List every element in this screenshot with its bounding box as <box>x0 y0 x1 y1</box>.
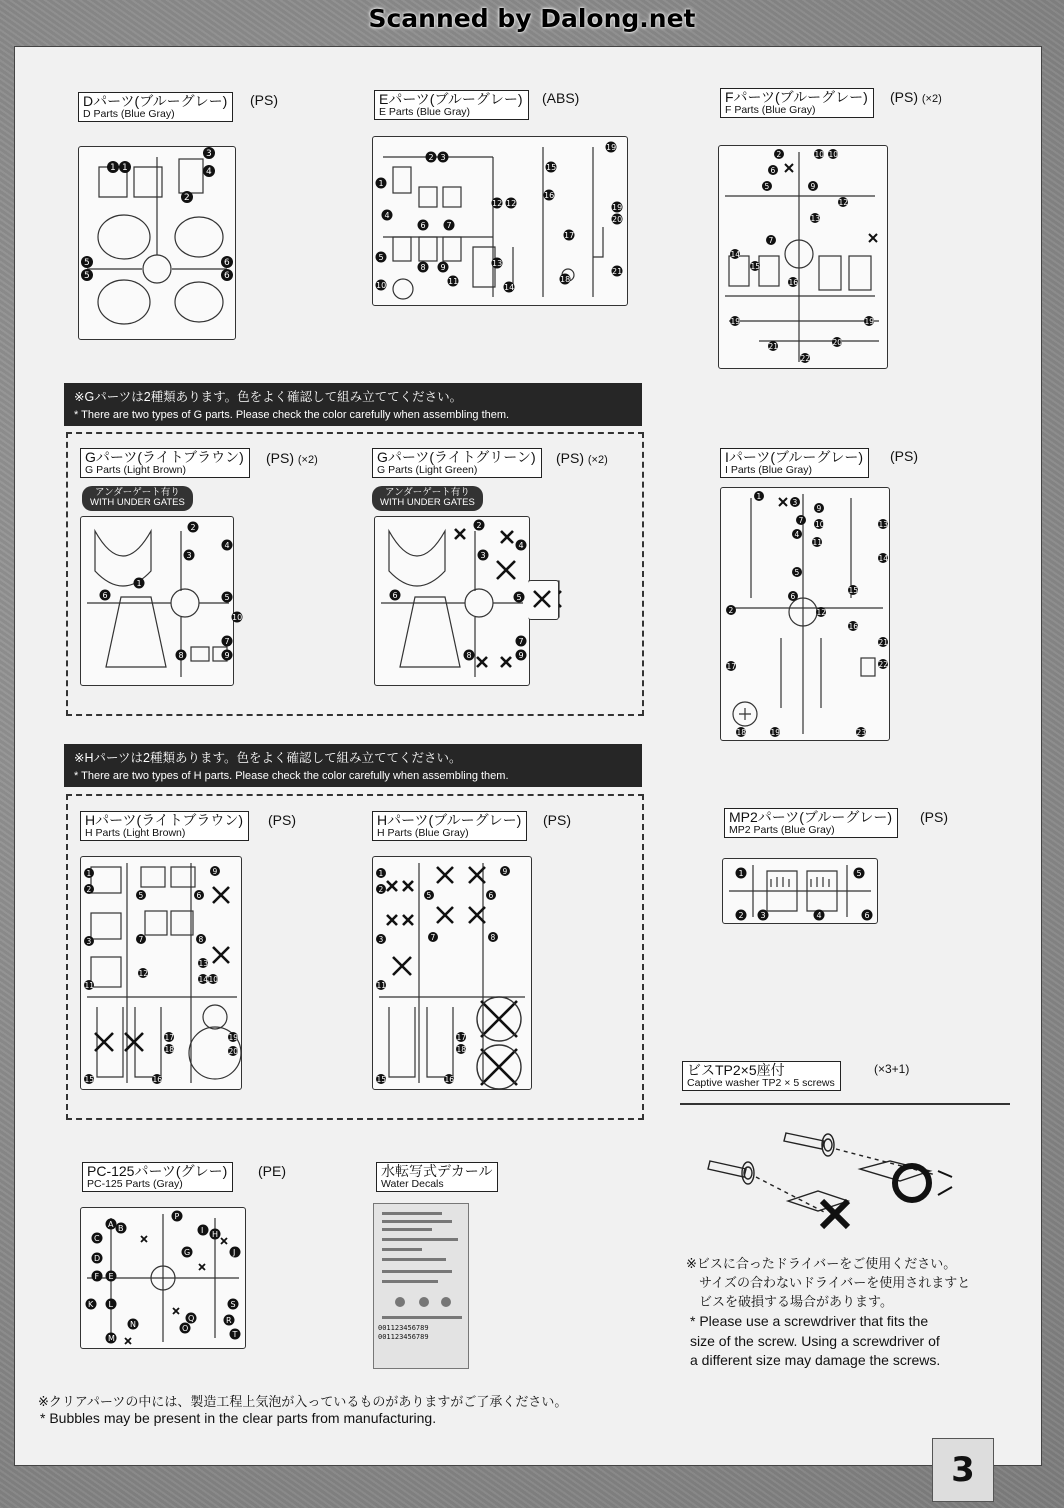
e-parts-label <box>374 90 529 120</box>
svg-text:15: 15 <box>750 262 761 271</box>
svg-text:7: 7 <box>518 637 524 646</box>
svg-text:10: 10 <box>232 613 243 622</box>
svg-text:7: 7 <box>446 221 452 230</box>
svg-text:16: 16 <box>848 622 859 631</box>
svg-text:6: 6 <box>392 591 398 600</box>
svg-text:12: 12 <box>506 199 517 208</box>
f-parts-label <box>720 88 874 118</box>
g1-parts-qty: (×2) <box>297 454 318 466</box>
e-parts-sprue-drawing <box>373 137 627 305</box>
svg-text:13: 13 <box>878 520 889 529</box>
svg-text:17: 17 <box>726 662 737 671</box>
svg-text:16: 16 <box>788 278 799 287</box>
svg-text:10: 10 <box>376 281 387 290</box>
svg-text:C: C <box>94 1234 100 1243</box>
g2-under-gate-en: WITH UNDER GATES <box>380 497 475 509</box>
svg-text:5: 5 <box>138 891 144 900</box>
mp2-parts-en: MP2 Parts (Blue Gray) <box>729 824 835 836</box>
d-parts-sprue-drawing <box>79 147 235 339</box>
svg-text:12: 12 <box>492 199 503 208</box>
clear-parts-note-en: * Bubbles may be present in the clear parts from manufacturing. <box>40 1410 437 1426</box>
svg-text:14: 14 <box>198 975 209 984</box>
h2-parts-en: H Parts (Blue Gray) <box>377 827 469 839</box>
svg-text:17: 17 <box>164 1033 175 1042</box>
svg-text:18: 18 <box>736 728 747 737</box>
h2-parts-label <box>372 811 527 841</box>
svg-text:12: 12 <box>138 969 149 978</box>
g2-parts-material-text: (PS) <box>556 450 584 466</box>
pc125-parts-jp: PC-125パーツ(グレー) <box>87 1163 228 1179</box>
svg-text:7: 7 <box>798 516 804 525</box>
svg-text:J: J <box>233 1248 236 1257</box>
svg-text:11: 11 <box>812 538 823 547</box>
svg-text:19: 19 <box>606 143 617 152</box>
svg-text:2: 2 <box>428 153 434 162</box>
svg-text:11: 11 <box>376 981 387 990</box>
screw-qty: (×3+1) <box>874 1062 910 1076</box>
svg-text:M: M <box>108 1334 115 1343</box>
svg-text:S: S <box>230 1300 236 1309</box>
svg-text:19: 19 <box>864 317 875 326</box>
svg-text:1: 1 <box>136 579 142 588</box>
svg-text:9: 9 <box>440 263 446 272</box>
mp2-parts-sprue-drawing <box>723 859 877 923</box>
svg-text:7: 7 <box>138 935 144 944</box>
svg-text:5: 5 <box>224 593 230 602</box>
svg-text:2: 2 <box>728 606 734 615</box>
screw-guide-drawing <box>680 1105 1010 1245</box>
h1-parts-sprue <box>80 856 242 1090</box>
screw-en: Captive washer TP2 × 5 screws <box>687 1077 835 1089</box>
svg-text:15: 15 <box>848 586 859 595</box>
i-parts-jp: Iパーツ(ブルーグレー) <box>725 449 864 465</box>
svg-text:21: 21 <box>612 267 623 276</box>
svg-text:9: 9 <box>816 504 822 513</box>
svg-text:6: 6 <box>864 911 870 920</box>
svg-text:1: 1 <box>86 869 92 878</box>
h2-parts-sprue <box>372 856 532 1090</box>
screw-note-en: * Please use a screwdriver that fits the size of the screw. Using a screwdriver of a different size may damage the screws. <box>690 1313 941 1369</box>
svg-text:4: 4 <box>384 211 390 220</box>
svg-text:2: 2 <box>86 885 92 894</box>
svg-text:17: 17 <box>456 1033 467 1042</box>
svg-text:3: 3 <box>206 149 212 159</box>
svg-text:N: N <box>130 1320 136 1329</box>
mp2-parts-sprue <box>722 858 878 924</box>
g2-parts-en: G Parts (Light Green) <box>377 464 478 476</box>
svg-text:9: 9 <box>518 651 524 660</box>
i-parts-en: I Parts (Blue Gray) <box>725 464 812 476</box>
pc125-parts-sprue-drawing <box>81 1208 245 1348</box>
f-parts-jp: Fパーツ(ブルーグレー) <box>725 89 868 105</box>
svg-text:6: 6 <box>102 591 108 600</box>
svg-text:7: 7 <box>224 637 230 646</box>
svg-text:B: B <box>118 1224 124 1233</box>
svg-text:20: 20 <box>612 215 623 224</box>
pc125-parts-material: (PE) <box>258 1163 286 1179</box>
decal-serial-2: 001123456789 <box>378 1333 429 1342</box>
svg-text:18: 18 <box>456 1045 467 1054</box>
g-parts-notice <box>64 383 642 426</box>
g2-parts-label <box>372 448 542 478</box>
f-parts-material <box>890 89 942 105</box>
svg-text:T: T <box>232 1330 238 1339</box>
g1-under-gate-en: WITH UNDER GATES <box>90 497 185 509</box>
svg-text:10: 10 <box>208 975 219 984</box>
mp2-parts-jp: MP2パーツ(ブルーグレー) <box>729 809 892 825</box>
svg-text:7: 7 <box>430 933 436 942</box>
svg-text:15: 15 <box>84 1075 95 1084</box>
svg-text:22: 22 <box>878 660 889 669</box>
svg-text:3: 3 <box>86 937 92 946</box>
svg-text:5: 5 <box>764 182 770 191</box>
svg-text:2: 2 <box>776 150 782 159</box>
i-parts-material: (PS) <box>890 448 918 464</box>
svg-text:1: 1 <box>738 869 744 878</box>
screw-guide <box>680 1103 1010 1372</box>
i-parts-label <box>720 448 869 478</box>
g1-parts-label <box>80 448 250 478</box>
decal-serials <box>378 1324 429 1342</box>
g1-under-gate-badge <box>82 486 193 511</box>
svg-text:16: 16 <box>152 1075 163 1084</box>
svg-text:21: 21 <box>878 638 889 647</box>
svg-text:13: 13 <box>198 959 209 968</box>
svg-text:13: 13 <box>492 259 503 268</box>
g-notice-jp: ※Gパーツは2種類あります。色をよく確認して組み立ててください。 <box>74 390 463 404</box>
svg-text:20: 20 <box>228 1047 239 1056</box>
g2-parts-sprue-tab <box>528 580 559 620</box>
svg-text:3: 3 <box>186 551 192 560</box>
e-parts-en: E Parts (Blue Gray) <box>379 106 471 118</box>
svg-text:2: 2 <box>184 193 190 203</box>
svg-text:14: 14 <box>504 283 515 292</box>
svg-text:2: 2 <box>378 885 384 894</box>
svg-text:5: 5 <box>516 593 522 602</box>
svg-text:15: 15 <box>546 163 557 172</box>
svg-text:A: A <box>108 1220 114 1229</box>
svg-text:13: 13 <box>810 214 821 223</box>
svg-text:4: 4 <box>794 530 800 539</box>
svg-text:H: H <box>212 1230 219 1239</box>
svg-text:2: 2 <box>738 911 744 920</box>
svg-text:12: 12 <box>816 608 827 617</box>
g1-parts-en: G Parts (Light Brown) <box>85 464 186 476</box>
svg-text:O: O <box>182 1324 189 1333</box>
d-parts-en: D Parts (Blue Gray) <box>83 108 175 120</box>
svg-text:9: 9 <box>212 867 218 876</box>
g1-under-gate-jp: アンダーゲート有り <box>95 487 180 498</box>
svg-text:5: 5 <box>794 568 800 577</box>
g1-parts-material-text: (PS) <box>266 450 294 466</box>
svg-text:1: 1 <box>378 179 384 188</box>
f-parts-qty: (×2) <box>921 93 942 105</box>
pc125-parts-en: PC-125 Parts (Gray) <box>87 1178 183 1190</box>
svg-text:18: 18 <box>560 275 571 284</box>
svg-text:6: 6 <box>196 891 202 900</box>
svg-text:8: 8 <box>466 651 472 660</box>
h-parts-notice <box>64 744 642 787</box>
svg-text:6: 6 <box>224 258 230 268</box>
svg-text:10: 10 <box>828 150 839 159</box>
f-parts-sprue <box>718 145 888 369</box>
svg-text:16: 16 <box>444 1075 455 1084</box>
svg-text:6: 6 <box>224 271 230 281</box>
svg-text:14: 14 <box>730 250 741 259</box>
svg-text:G: G <box>184 1248 191 1257</box>
g2-parts-jp: Gパーツ(ライトグリーン) <box>377 449 536 465</box>
g2-parts-sprue-tab-drawing <box>528 581 558 619</box>
svg-text:5: 5 <box>84 258 90 268</box>
d-parts-material: (PS) <box>250 92 278 108</box>
svg-text:7: 7 <box>768 236 774 245</box>
g2-parts-sprue-drawing <box>375 517 529 685</box>
svg-text:19: 19 <box>612 203 623 212</box>
svg-text:1: 1 <box>110 163 116 173</box>
screw-note-jp: ※ビスに合ったドライバーをご使用ください。 サイズの合わないドライバーを使用されますと ビスを破損する場合があります。 <box>686 1256 971 1309</box>
h2-parts-material: (PS) <box>543 812 571 828</box>
e-parts-material: (ABS) <box>542 90 580 106</box>
g1-parts-sprue-drawing <box>81 517 243 685</box>
water-decal-sheet <box>373 1203 469 1369</box>
svg-text:E: E <box>108 1272 114 1281</box>
g1-parts-sprue <box>80 516 243 686</box>
svg-text:6: 6 <box>770 166 776 175</box>
f-parts-en: F Parts (Blue Gray) <box>725 104 816 116</box>
h-notice-jp: ※Hパーツは2種類あります。色をよく確認して組み立ててください。 <box>74 751 462 765</box>
f-parts-sprue-drawing <box>719 146 887 368</box>
i-parts-sprue <box>720 487 890 741</box>
svg-text:19: 19 <box>730 317 741 326</box>
svg-text:21: 21 <box>768 342 779 351</box>
g-notice-en: * There are two types of G parts. Please check the color carefully when assembling them. <box>74 409 510 421</box>
h1-parts-en: H Parts (Light Brown) <box>85 827 186 839</box>
svg-text:22: 22 <box>800 354 811 363</box>
svg-text:P: P <box>174 1212 180 1221</box>
svg-text:10: 10 <box>815 520 825 529</box>
svg-text:5: 5 <box>426 891 432 900</box>
h-notice-en: * There are two types of H parts. Please check the color carefully when assembling them. <box>74 770 509 782</box>
svg-text:3: 3 <box>440 153 446 162</box>
svg-text:3: 3 <box>792 498 798 507</box>
svg-text:14: 14 <box>878 554 889 563</box>
svg-text:15: 15 <box>376 1075 387 1084</box>
svg-text:R: R <box>226 1316 232 1325</box>
decal-en: Water Decals <box>381 1178 444 1190</box>
h1-parts-label <box>80 811 249 841</box>
d-parts-sprue <box>78 146 236 340</box>
watermark: Scanned by Dalong.net <box>368 4 696 33</box>
svg-text:8: 8 <box>178 651 184 660</box>
svg-text:6: 6 <box>790 592 796 601</box>
screw-label <box>682 1061 841 1091</box>
svg-text:4: 4 <box>206 167 212 177</box>
svg-text:5: 5 <box>856 869 862 878</box>
svg-text:3: 3 <box>480 551 486 560</box>
svg-text:4: 4 <box>518 541 524 550</box>
f-parts-material-text: (PS) <box>890 89 918 105</box>
svg-text:1: 1 <box>756 492 762 501</box>
svg-text:12: 12 <box>838 198 849 207</box>
h1-parts-sprue-drawing <box>81 857 241 1089</box>
decal-label <box>376 1162 498 1192</box>
pc125-parts-label <box>82 1162 233 1192</box>
g1-parts-jp: Gパーツ(ライトブラウン) <box>85 449 244 465</box>
svg-text:4: 4 <box>224 541 230 550</box>
svg-text:2: 2 <box>190 523 196 532</box>
decal-serial-1: 001123456789 <box>378 1324 429 1332</box>
svg-text:3: 3 <box>378 935 384 944</box>
svg-text:9: 9 <box>810 182 816 191</box>
svg-text:Q: Q <box>188 1314 195 1323</box>
svg-text:6: 6 <box>488 891 494 900</box>
svg-text:20: 20 <box>832 338 843 347</box>
svg-text:K: K <box>88 1300 94 1309</box>
svg-text:1: 1 <box>122 163 128 173</box>
page-number: 3 <box>932 1438 994 1502</box>
g2-under-gate-badge <box>372 486 483 511</box>
svg-text:11: 11 <box>84 981 95 990</box>
screw-jp: ビスTP2×5座付 <box>687 1062 785 1078</box>
svg-text:19: 19 <box>770 728 781 737</box>
svg-text:17: 17 <box>564 231 575 240</box>
svg-text:18: 18 <box>164 1045 175 1054</box>
g1-parts-material <box>266 450 318 466</box>
svg-text:6: 6 <box>420 221 426 230</box>
g2-parts-qty: (×2) <box>587 454 608 466</box>
e-parts-jp: Eパーツ(ブルーグレー) <box>379 91 523 107</box>
svg-text:9: 9 <box>502 867 508 876</box>
svg-text:D: D <box>94 1254 101 1263</box>
svg-text:F: F <box>94 1272 100 1281</box>
svg-text:9: 9 <box>224 651 230 660</box>
i-parts-sprue-drawing <box>721 488 889 740</box>
pc125-parts-sprue <box>80 1207 246 1349</box>
svg-text:3: 3 <box>760 911 766 920</box>
svg-text:16: 16 <box>544 191 555 200</box>
svg-text:8: 8 <box>420 263 426 272</box>
clear-parts-note-jp: ※クリアパーツの中には、製造工程上気泡が入っているものがありますがご了承ください。 <box>38 1394 568 1409</box>
svg-text:4: 4 <box>816 911 822 920</box>
d-parts-label <box>78 92 233 122</box>
svg-text:8: 8 <box>198 935 204 944</box>
g2-parts-sprue <box>374 516 530 686</box>
d-parts-jp: Dパーツ(ブルーグレー) <box>83 93 228 109</box>
svg-text:1: 1 <box>378 869 384 878</box>
svg-text:I: I <box>201 1226 204 1235</box>
e-parts-sprue <box>372 136 628 306</box>
decal-jp: 水転写式デカール <box>381 1163 493 1179</box>
svg-text:5: 5 <box>84 271 90 281</box>
svg-text:19: 19 <box>228 1033 239 1042</box>
svg-text:2: 2 <box>476 521 482 530</box>
svg-text:8: 8 <box>490 933 496 942</box>
h2-parts-jp: Hパーツ(ブルーグレー) <box>377 812 522 828</box>
svg-text:L: L <box>108 1300 113 1309</box>
svg-text:10: 10 <box>814 150 825 159</box>
h1-parts-jp: Hパーツ(ライトブラウン) <box>85 812 244 828</box>
svg-text:23: 23 <box>856 728 867 737</box>
mp2-parts-material: (PS) <box>920 809 948 825</box>
h1-parts-material: (PS) <box>268 812 296 828</box>
g2-under-gate-jp: アンダーゲート有り <box>385 487 470 498</box>
svg-text:5: 5 <box>378 253 384 262</box>
g2-parts-material <box>556 450 608 466</box>
water-decal-drawing <box>374 1204 468 1368</box>
mp2-parts-label <box>724 808 898 838</box>
h2-parts-sprue-drawing <box>373 857 531 1089</box>
svg-text:11: 11 <box>448 277 459 286</box>
